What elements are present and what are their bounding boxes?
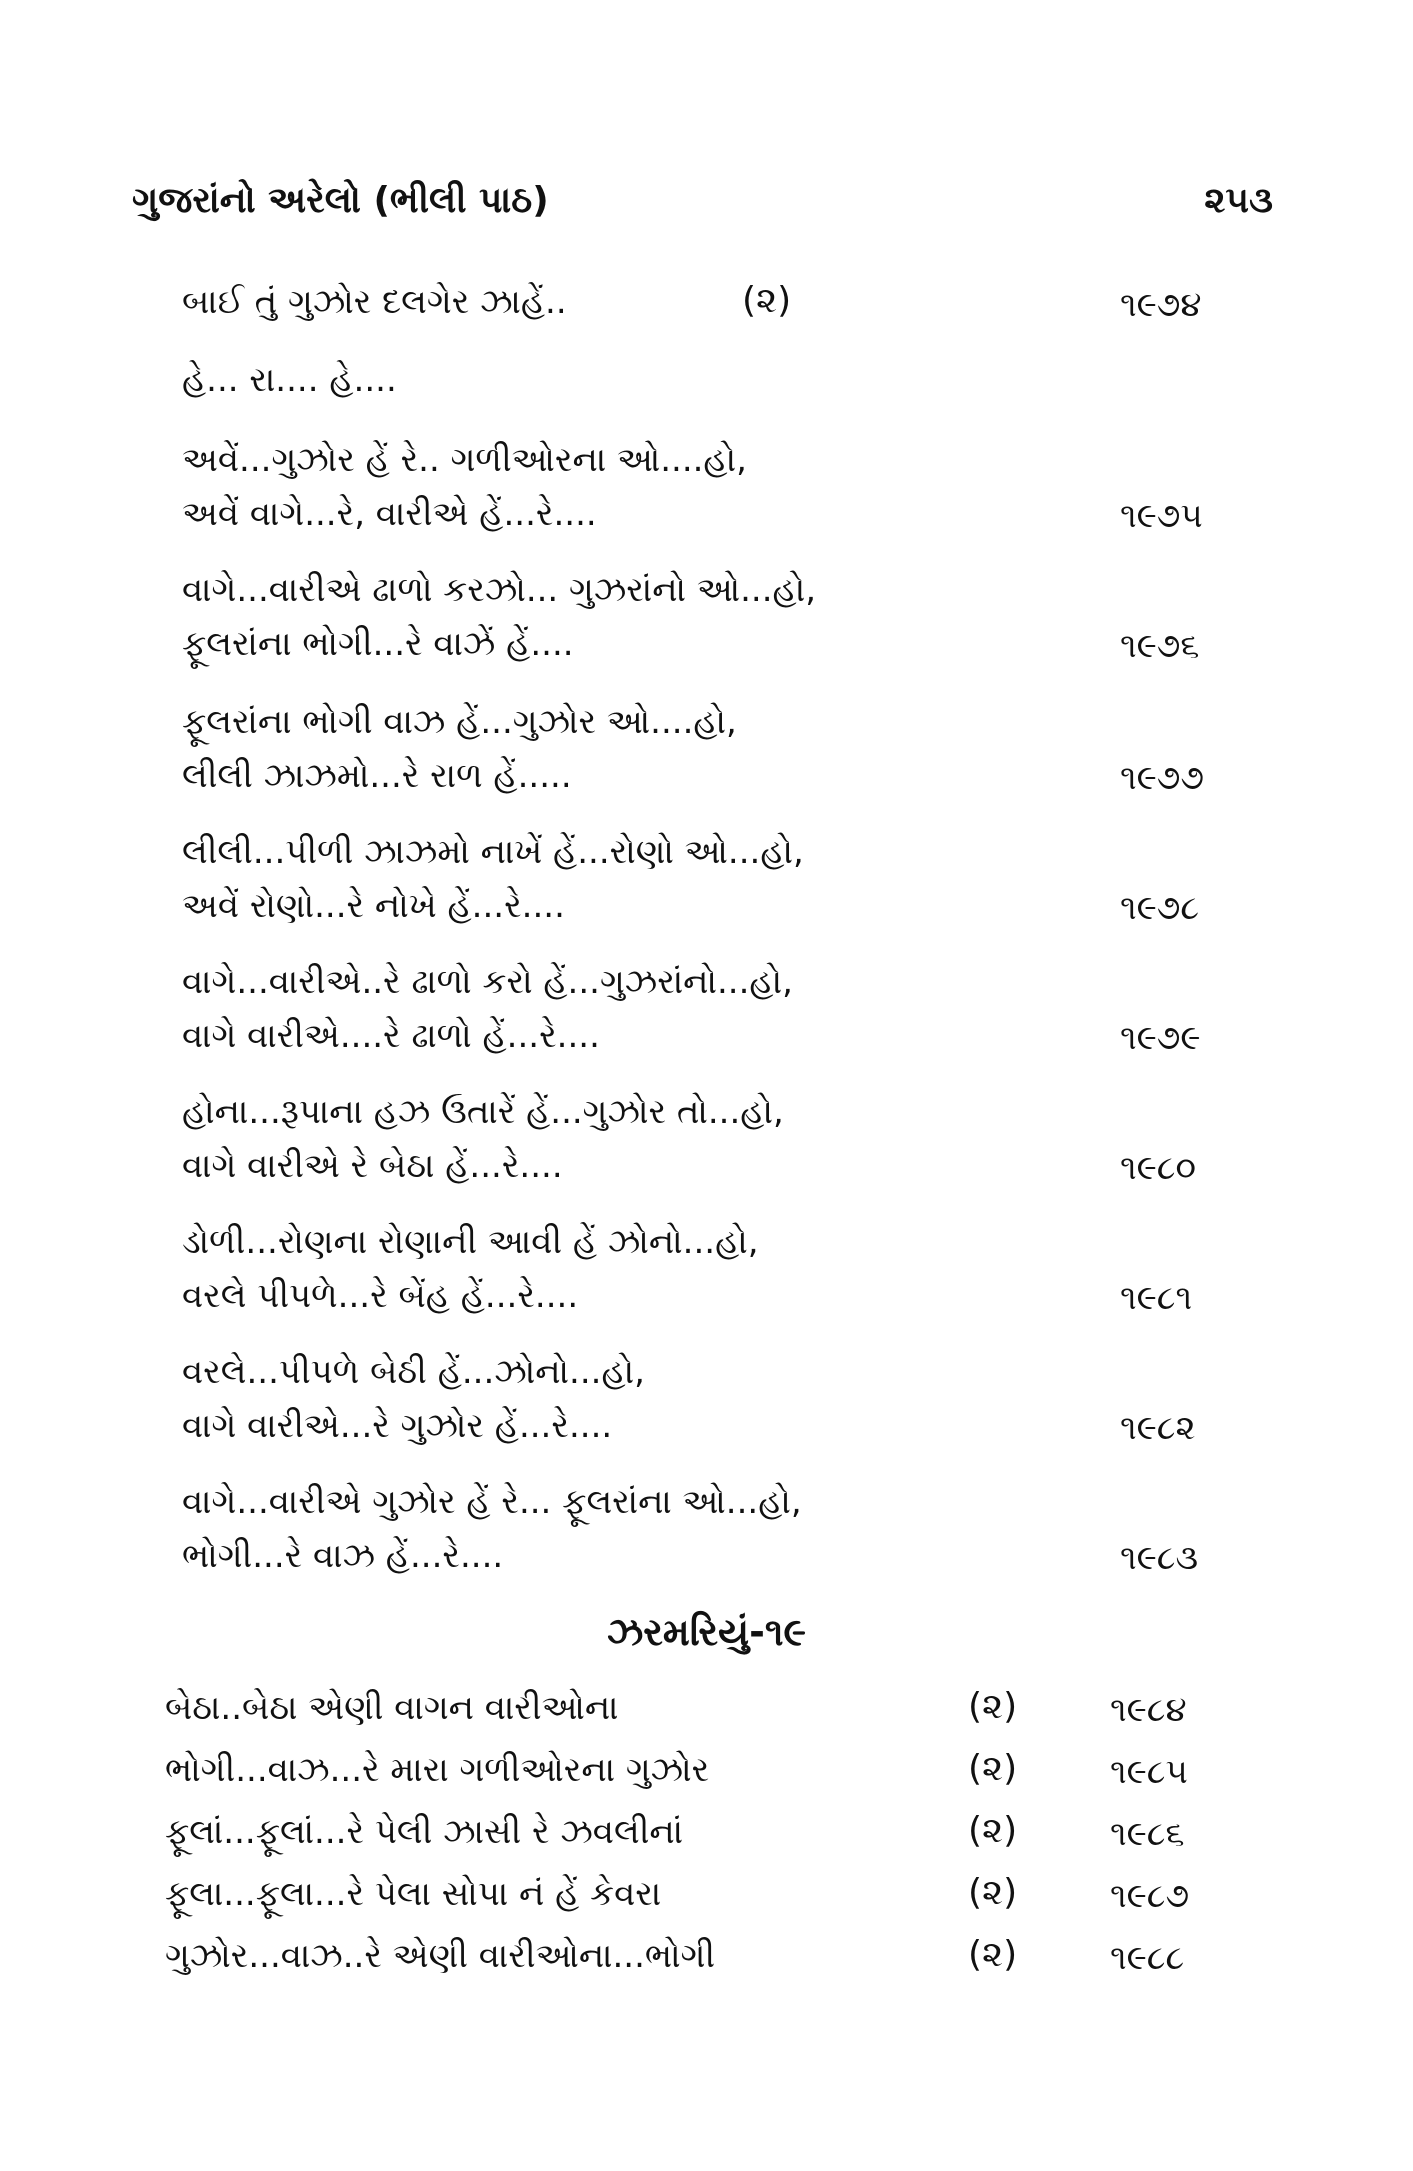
verse-line: લીલી...પીળી ઝાઝમો નાખેં હેં...રોણો ઓ...હો,: [182, 832, 804, 872]
verse-line: હે... રા.... હે....: [182, 360, 397, 400]
verse-line: વાગે...વારીએ ગુઝોર હેં રે... ફૂલરાંના ઓ...હો,: [182, 1482, 802, 1522]
verse-number: ૧૯૮૦: [1120, 1148, 1196, 1188]
verse-number: ૧૯૮૨: [1120, 1408, 1196, 1448]
verse-number: ૧૯૮૪: [1110, 1690, 1187, 1730]
verse-line: હોના...રૂપાના હઝ ઉતારેં હેં...ગુઝોર તો...હો,: [182, 1092, 784, 1132]
verse-line: ફૂલરાંના ભોગી...રે વાઝેં હેં....: [182, 624, 574, 664]
verse-number: ૧૯૮૭: [1110, 1876, 1190, 1916]
verse-number: ૧૯૭૪: [1120, 285, 1202, 325]
repeat-mark: (૨): [968, 1810, 1018, 1851]
verse-line: વાગે વારીએ રે બેઠા હેં...રે....: [182, 1146, 563, 1186]
verse-line: ડોળી...રોણના રોણાની આવી હેં ઝોનો...હો,: [182, 1222, 759, 1262]
verse-line: લીલી ઝાઝમો...રે રાળ હેં.....: [182, 756, 572, 796]
repeat-mark: (૨): [968, 1686, 1018, 1727]
section-row-text: ભોગી...વાઝ...રે મારા ગળીઓરના ગુઝોર: [165, 1750, 710, 1790]
verse-line: વાગે વારીએ....રે ઢાળો હેં...રે....: [182, 1016, 600, 1056]
verse-line: અવેં...ગુઝોર હેં રે.. ગળીઓરના ઓ....હો,: [182, 440, 747, 480]
section-row-text: ગુઝોર...વાઝ..રે એણી વારીઓના...ભોગી: [165, 1936, 716, 1976]
verse-line: વાગે વારીએ...રે ગુઝોર હેં...રે....: [182, 1406, 613, 1446]
verse-line: વરલે...પીપળે બેઠી હેં...ઝોનો...હો,: [182, 1352, 645, 1392]
section-row-text: ફૂલા...ફૂલા...રે પેલા સોપા નં હેં કેવરા: [165, 1874, 662, 1914]
repeat-mark: (૨): [742, 280, 792, 321]
verse-number: ૧૯૭૯: [1120, 1018, 1201, 1058]
verse-number: ૧૯૮૧: [1120, 1278, 1193, 1318]
section-row-text: ફૂલાં...ફૂલાં...રે પેલી ઝાસી રે ઝવલીનાં: [165, 1812, 684, 1852]
section-heading: ઝરમરિયું-૧૯: [607, 1610, 806, 1654]
verse-number: ૧૯૭૮: [1120, 888, 1200, 928]
verse-line: વાગે...વારીએ..રે ઢાળો કરો હેં...ગુઝરાંનો...હો,: [182, 962, 793, 1002]
verse-number: ૧૯૮૮: [1110, 1938, 1185, 1978]
verse-number: ૧૯૮૬: [1110, 1814, 1185, 1854]
header-title: ગુજરાંનો અરેલો (ભીલી પાઠ): [132, 180, 549, 221]
verse-line: અવેં વાગે...રે, વારીએ હેં...રે....: [182, 494, 597, 534]
verse-line: ભોગી...રે વાઝ હેં...રે....: [182, 1536, 504, 1576]
verse-number: ૧૯૮૫: [1110, 1752, 1188, 1792]
verse-line: વરલે પીપળે...રે બેંહ હેં...રે....: [182, 1276, 579, 1316]
verse-number: ૧૯૮૩: [1120, 1538, 1199, 1578]
verse-number: ૧૯૭૭: [1120, 758, 1205, 798]
running-header: [132, 180, 1273, 240]
repeat-mark: (૨): [968, 1748, 1018, 1789]
repeat-mark: (૨): [968, 1934, 1018, 1975]
verse-number: ૧૯૭૬: [1120, 626, 1200, 666]
section-row-text: બેઠા..બેઠા એણી વાગન વારીઓના: [165, 1688, 619, 1728]
repeat-mark: (૨): [968, 1872, 1018, 1913]
verse-line: વાગે...વારીએ ઢાળો કરઝો... ગુઝરાંનો ઓ...હો,: [182, 570, 817, 610]
verse-line: અવેં રોણો...રે નોખે હેં...રે....: [182, 886, 565, 926]
verse-number: ૧૯૭૫: [1120, 496, 1203, 536]
page-number: ૨૫૩: [1204, 180, 1273, 221]
verse-line: બાઈ તું ગુઝોર દલગેર ઝાહેં..: [182, 282, 567, 322]
verse-line: ફૂલરાંના ભોગી વાઝ હેં...ગુઝોર ઓ....હો,: [182, 702, 737, 742]
